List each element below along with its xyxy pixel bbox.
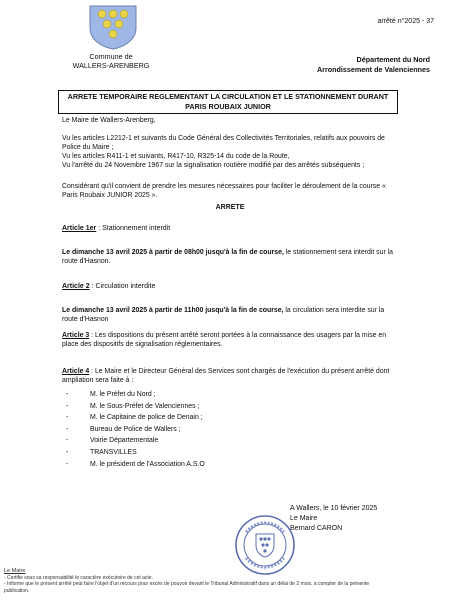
article-1-body — [62, 248, 398, 266]
department-block — [250, 55, 430, 75]
coat-of-arms-icon — [86, 4, 140, 50]
footer-legal-notice — [4, 568, 384, 594]
list-item: - M. le Préfet du Nord ; — [62, 389, 398, 401]
article-1-date: Le dimanche 13 avril 2025 à partir de 08h00 jusqu'à la fin de course, — [62, 249, 284, 256]
article-2-title: : Circulation interdite — [89, 283, 156, 290]
title-line-2: PARIS ROUBAIX JUNIOR — [185, 102, 271, 111]
document-title — [58, 90, 398, 114]
article-2-text: la circulation sera interdite sur la route d'Hasnon — [62, 307, 385, 323]
commune-label: Commune de — [89, 52, 133, 61]
title-line-1: ARRETE TEMPORAIRE REGLEMENTANT LA CIRCULATION ET LE STATIONNEMENT DURANT — [67, 92, 389, 101]
considering-paragraph: Considérant qu'il convient de prendre les mesures nécessaires pour faciliter le déroulement de la course « Paris Roubaix JUNIOR 2025 ». — [62, 183, 386, 199]
signature-role: Le Maire — [290, 515, 318, 522]
arrete-number: arrêté n°2025 - 37 — [377, 18, 434, 25]
article-3 — [62, 331, 398, 349]
vu-article-cgct: Vu les articles L2212-1 et suivants du Code Général des Collectivités Territoriales, relatifs aux pouvoirs de Police du Maire ; — [62, 135, 385, 151]
vu-arrete-1967: Vu l'arrêté du 24 Novembre 1967 sur la signalisation routière modifié par des arrêtés subséquents ; — [62, 162, 365, 169]
recipients-list — [62, 389, 398, 470]
list-item: - M. le président de l'Association A.S.O — [62, 459, 398, 471]
article-1-text: le stationnement sera interdit sur la route d'Hasnon. — [62, 249, 394, 265]
commune-name — [54, 52, 168, 70]
article-2-body — [62, 306, 398, 324]
article-4-label: Article 4 — [62, 368, 90, 375]
list-item: - M. le Capitaine de police de Denain ; — [62, 412, 398, 424]
arrondissement-name: Arrondissement de Valenciennes — [316, 65, 430, 74]
article-4 — [62, 367, 398, 385]
footer-role: Le Maire — [4, 568, 26, 574]
article-3-label: Article 3 — [62, 332, 90, 339]
article-1-heading — [62, 224, 398, 233]
list-item: - TRANSVILLES — [62, 447, 398, 459]
list-item: - Voirie Départementale — [62, 435, 398, 447]
list-item: - M. le Sous-Préfet de Valenciennes ; — [62, 401, 398, 413]
list-item: - Bureau de Police de Wallers ; — [62, 424, 398, 436]
article-4-text: : Le Maire et le Directeur Général des Services sont chargés de l'exécution du présent arrêté dont ampliation sera faite à : — [62, 368, 390, 384]
article-1-title: : Stationnement interdit — [96, 225, 171, 232]
article-2-date: Le dimanche 13 avril 2025 à partir de 11h00 jusqu'à la fin de course, — [62, 307, 284, 314]
article-1-label: Article 1er — [62, 225, 97, 232]
footer-line-1: - Certifie sous sa responsabilité le caractère exécutoire de cet acte. — [4, 574, 153, 581]
footer-line-2: - Informe que le présent arrêté peut faire l'objet d'un recours pour excès de pouvoir devant le Tribunal Administratif dans un délai de 2 mois, à compter de la présente publication. — [4, 581, 370, 594]
signature-place-date: A Wallers, le 10 février 2025 — [290, 505, 378, 512]
signature-name: Bernard CARON — [290, 525, 343, 532]
signature-block — [290, 504, 377, 534]
mayor-seal-stamp — [234, 514, 296, 576]
arrete-heading: ARRETE — [215, 204, 245, 211]
considerations-block — [62, 134, 398, 170]
commune-town: WALLERS-ARENBERG — [72, 61, 150, 70]
article-3-text: : Les dispositions du présent arrêté seront portées à la connaissance des usagers par la mise en place des dispositifs de signalisation réglementaires. — [62, 332, 387, 348]
article-2-heading — [62, 282, 398, 291]
vu-code-route: Vu les articles R411-1 et suivants, R417-10, R325-14 du code de la Route, — [62, 153, 290, 160]
department-name: Département du Nord — [356, 55, 430, 64]
mayor-line: Le Maire de Wallers-Arenberg, — [62, 117, 156, 124]
article-2-label: Article 2 — [62, 283, 90, 290]
